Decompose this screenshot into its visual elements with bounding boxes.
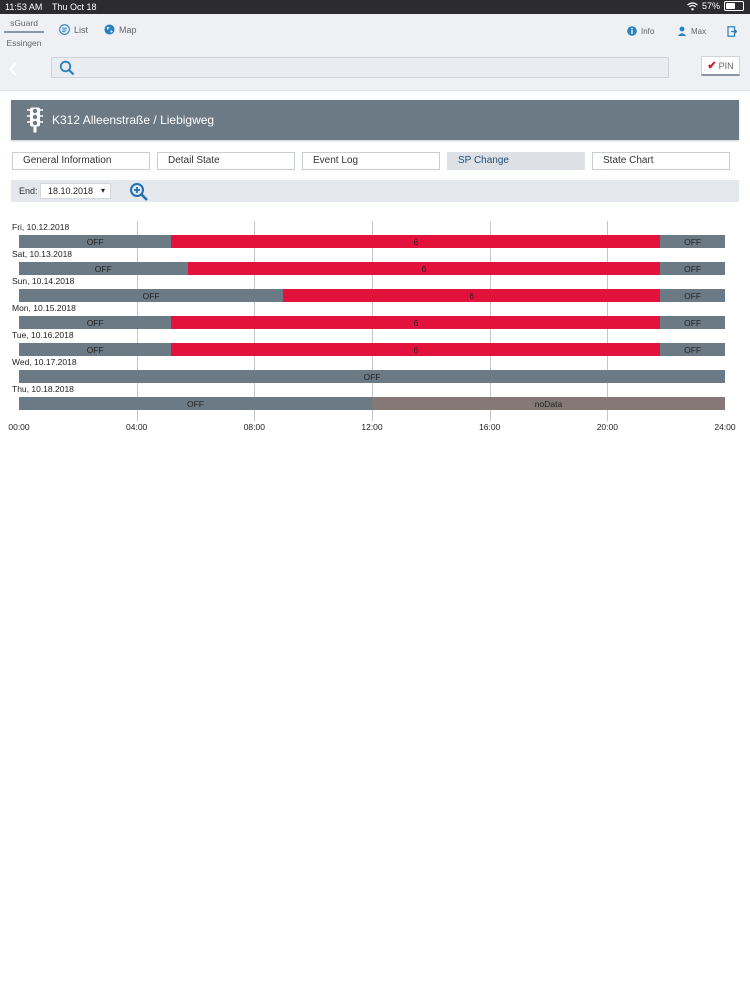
pin-label: PIN: [718, 60, 734, 71]
timeline-segment[interactable]: OFF: [19, 262, 188, 275]
nav-list-link[interactable]: [59, 24, 88, 35]
chevron-left-icon: [8, 62, 18, 76]
timeline-segment[interactable]: OFF: [660, 343, 725, 356]
timeline-segment[interactable]: OFF: [19, 397, 372, 410]
timeline-segment[interactable]: 6: [171, 235, 660, 248]
brand-name: sGuard: [4, 18, 44, 33]
search-field[interactable]: [51, 57, 669, 78]
x-tick-label: 08:00: [243, 422, 265, 432]
timeline-segment[interactable]: noData: [372, 397, 725, 410]
x-tick-label: 24:00: [714, 422, 736, 432]
day-label: Sat, 10.13.2018: [12, 249, 73, 259]
timeline-segment[interactable]: OFF: [19, 370, 725, 383]
timeline-segment[interactable]: OFF: [19, 316, 171, 329]
day-label: Thu, 10.18.2018: [12, 384, 74, 394]
check-icon: ✔: [707, 60, 717, 72]
search-icon: [59, 60, 75, 76]
timeline-segment[interactable]: OFF: [19, 289, 283, 302]
battery-icon: [724, 1, 744, 11]
timeline-segment[interactable]: 6: [171, 343, 660, 356]
x-tick-label: 04:00: [126, 422, 148, 432]
logout-button[interactable]: [727, 26, 737, 37]
x-tick-label: 00:00: [8, 422, 30, 432]
status-time: 11:53 AM: [5, 2, 43, 12]
status-bar: [0, 0, 750, 14]
logout-icon: [727, 26, 737, 37]
brand[interactable]: [0, 18, 48, 48]
day-label: Mon, 10.15.2018: [12, 303, 76, 313]
end-date-select[interactable]: [40, 183, 111, 199]
back-button[interactable]: [8, 60, 18, 81]
wifi-icon: [687, 2, 698, 11]
app-header: [0, 14, 750, 91]
tab-sp-change[interactable]: SP Change: [447, 152, 585, 170]
status-right: [687, 1, 744, 11]
info-button[interactable]: [627, 26, 654, 36]
timeline-segment[interactable]: OFF: [660, 262, 725, 275]
nav-list-label: List: [74, 24, 89, 35]
tab-general-information[interactable]: General Information: [12, 152, 150, 170]
day-label: Wed, 10.17.2018: [12, 357, 77, 367]
zoom-in-icon[interactable]: [129, 182, 149, 202]
x-tick-label: 20:00: [596, 422, 618, 432]
day-label: Fri, 10.12.2018: [12, 222, 70, 232]
timeline-segment[interactable]: OFF: [19, 235, 171, 248]
nav-map-label: Map: [119, 24, 137, 35]
timeline-segment[interactable]: OFF: [660, 235, 725, 248]
user-icon: [677, 26, 687, 36]
tab-event-log[interactable]: Event Log: [302, 152, 440, 170]
user-button[interactable]: [677, 26, 706, 36]
traffic-light-icon: [26, 107, 44, 133]
sp-change-chart: [0, 210, 750, 440]
page-title: K312 Alleenstraße / Liebigweg: [52, 113, 215, 127]
timeline-segment[interactable]: 6: [283, 289, 660, 302]
user-label: Max: [691, 26, 707, 36]
end-date-label: End:: [19, 186, 38, 196]
list-globe-icon: [59, 24, 70, 35]
nav-map-link[interactable]: [104, 24, 137, 35]
date-filter-bar: [11, 180, 739, 202]
day-label: Sun, 10.14.2018: [12, 276, 75, 286]
day-label: Tue, 10.16.2018: [12, 330, 74, 340]
battery-fill: [726, 3, 735, 9]
info-icon: [627, 26, 637, 36]
caret-down-icon: ▾: [100, 186, 105, 195]
info-label: Info: [641, 26, 655, 36]
globe-icon: [104, 24, 115, 35]
status-date: Thu Oct 18: [52, 2, 97, 12]
junction-title-bar: [11, 100, 739, 140]
battery-percent: 57%: [701, 1, 720, 11]
timeline-segment[interactable]: OFF: [19, 343, 171, 356]
end-date-value: 18.10.2018: [48, 186, 94, 196]
brand-location: Essingen: [6, 38, 42, 48]
timeline-segment[interactable]: OFF: [660, 289, 725, 302]
tab-detail-state[interactable]: Detail State: [157, 152, 295, 170]
pin-button[interactable]: [701, 56, 740, 76]
x-tick-label: 12:00: [361, 422, 383, 432]
tab-state-chart[interactable]: State Chart: [592, 152, 730, 170]
timeline-segment[interactable]: OFF: [660, 316, 725, 329]
timeline-segment[interactable]: 6: [188, 262, 661, 275]
x-tick-label: 16:00: [479, 422, 501, 432]
timeline-segment[interactable]: 6: [171, 316, 660, 329]
